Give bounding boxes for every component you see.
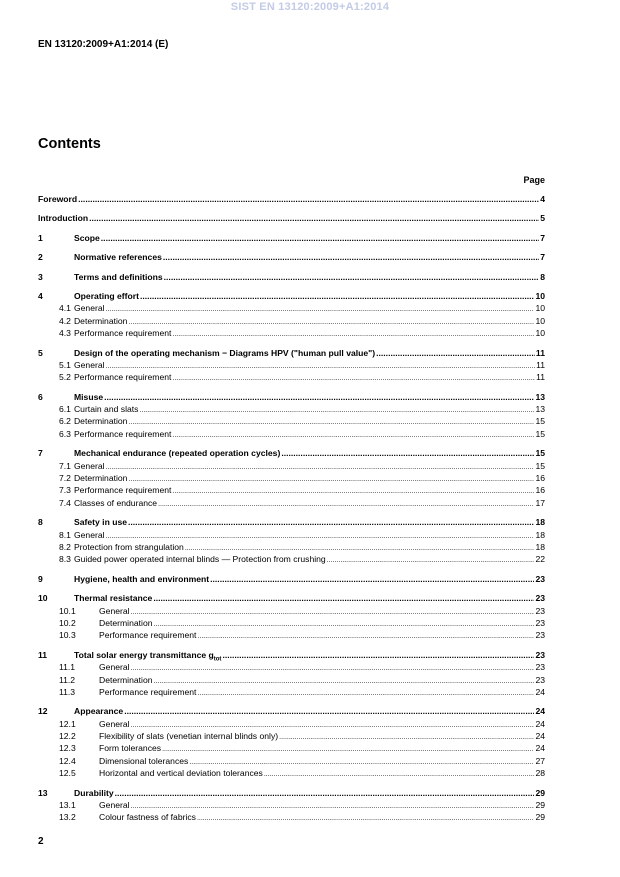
toc-entry-title-text: Durability [74, 787, 114, 798]
toc-subentry-number: 12.1 [59, 718, 76, 729]
toc-entry-title [74, 649, 221, 661]
dot-leader [197, 629, 534, 641]
toc-subentry[interactable] [38, 359, 545, 371]
toc-subentry-title: Horizontal and vertical deviation tolerances [99, 768, 263, 779]
toc-subentry[interactable] [38, 661, 545, 673]
toc-subentry-page: 16 [535, 473, 545, 484]
toc-subentry[interactable] [38, 460, 545, 472]
toc-subentry-number: 8.3 [59, 554, 71, 565]
toc-subentry-number: 7.1 [59, 460, 71, 471]
dot-leader [139, 403, 534, 415]
toc-subentry-page: 15 [535, 416, 545, 427]
toc-entry-title [74, 573, 209, 585]
toc-subentry-number: 12.4 [59, 755, 76, 766]
toc-subentry-title: Guided power operated internal blinds — Protection from crushing [73, 554, 326, 565]
toc-subentry[interactable] [38, 605, 545, 617]
toc-subentry-title: Determination [73, 315, 128, 326]
toc-subentry[interactable] [38, 617, 545, 629]
toc-entry-page: 29 [535, 787, 545, 798]
toc-subentry-number: 11.3 [59, 686, 76, 697]
toc-subentry[interactable] [38, 629, 545, 641]
toc-entry-title-text: Introduction [38, 213, 89, 224]
toc-subentry-page: 18 [535, 529, 545, 540]
toc-entry-title [38, 212, 88, 224]
toc-entry-number: 11 [38, 649, 48, 660]
dot-leader [131, 661, 535, 673]
toc-subentry-number: 8.2 [59, 541, 71, 552]
toc-subentry-number: 6.2 [59, 416, 71, 427]
toc-entry[interactable] [38, 516, 545, 528]
toc-entry-number: 3 [38, 271, 43, 282]
toc-section [38, 447, 545, 509]
toc-subentry[interactable] [38, 403, 545, 415]
toc-entry[interactable] [38, 271, 545, 283]
toc-entry[interactable] [38, 251, 545, 263]
toc-entry-page: 23 [535, 649, 545, 660]
dot-leader [164, 271, 540, 283]
toc-subentry-number: 12.5 [59, 768, 76, 779]
toc-section [38, 212, 545, 224]
toc-subentry[interactable] [38, 428, 545, 440]
toc-section [38, 193, 545, 205]
toc-subentry-page: 23 [535, 662, 545, 673]
toc-subentry[interactable] [38, 302, 545, 314]
toc-subentry-page: 10 [535, 303, 545, 314]
toc-entry-page: 18 [535, 517, 545, 528]
toc-entry-title [74, 516, 127, 528]
toc-subentry-number: 13.2 [59, 812, 76, 823]
toc-entry[interactable] [38, 573, 545, 585]
toc-subentry-title: General [73, 359, 105, 370]
dot-leader [189, 755, 534, 767]
dot-leader [106, 529, 535, 541]
toc-entry-page: 7 [540, 252, 545, 263]
dot-leader [115, 787, 535, 799]
dot-leader [172, 371, 535, 383]
toc-subentry-number: 10.2 [59, 617, 76, 628]
toc-subentry-title: Curtain and slats [73, 404, 139, 415]
toc-entry-page: 23 [535, 593, 545, 604]
dot-leader [327, 553, 535, 565]
toc-subentry-page: 15 [535, 460, 545, 471]
dot-leader [172, 484, 534, 496]
toc-subentry-page: 10 [535, 315, 545, 326]
dot-leader [128, 315, 534, 327]
table-of-contents [38, 193, 545, 831]
dot-leader [210, 573, 534, 585]
toc-entry-page: 7 [540, 232, 545, 243]
toc-entry-title [74, 787, 114, 799]
toc-section [38, 649, 545, 699]
toc-section [38, 391, 545, 441]
toc-subentry-page: 15 [535, 428, 545, 439]
toc-subentry-title: Determination [99, 617, 153, 628]
toc-subentry-page: 23 [535, 617, 545, 628]
dot-leader [131, 799, 535, 811]
toc-entry[interactable] [38, 212, 545, 224]
dot-leader [106, 359, 536, 371]
toc-subentry[interactable] [38, 742, 545, 754]
toc-entry-number: 4 [38, 290, 43, 301]
toc-subentry[interactable] [38, 718, 545, 730]
dot-leader [162, 742, 534, 754]
toc-entry-number: 2 [38, 252, 43, 263]
toc-subentry-page: 24 [535, 718, 545, 729]
toc-subentry-number: 12.3 [59, 743, 76, 754]
toc-subentry[interactable] [38, 472, 545, 484]
watermark: SIST EN 13120:2009+A1:2014 [230, 1, 390, 13]
toc-entry-page: 4 [540, 194, 545, 204]
toc-entry[interactable] [38, 290, 545, 302]
toc-entry-number: 6 [38, 391, 43, 402]
toc-subentry-number: 12.2 [59, 731, 76, 742]
toc-section [38, 705, 545, 779]
toc-entry-title [74, 447, 280, 459]
toc-entry-number: 1 [38, 232, 43, 243]
toc-subentry[interactable] [38, 327, 545, 339]
toc-subentry-number: 5.2 [59, 372, 71, 383]
toc-subentry-page: 29 [535, 800, 545, 811]
toc-subentry[interactable] [38, 315, 545, 327]
toc-subentry-page: 23 [535, 674, 545, 685]
dot-leader [128, 472, 534, 484]
toc-subentry[interactable] [38, 529, 545, 541]
page-column-label: Page [523, 175, 545, 185]
toc-entry[interactable] [38, 391, 545, 403]
toc-entry-number: 5 [38, 347, 43, 358]
toc-subentry-title: Performance requirement [99, 686, 197, 697]
toc-subentry-page: 24 [535, 731, 545, 742]
toc-subentry-page: 23 [535, 605, 545, 616]
toc-subentry-title: Protection from strangulation [73, 541, 184, 552]
dot-leader [154, 617, 535, 629]
toc-subentry-title: General [99, 605, 130, 616]
toc-entry-title [74, 592, 152, 604]
toc-entry-title-text: Safety in use [74, 517, 128, 528]
toc-entry[interactable] [38, 347, 545, 359]
toc-subentry-number: 6.1 [59, 404, 71, 415]
toc-subentry-title: Form tolerances [99, 743, 162, 754]
dot-leader [222, 649, 534, 661]
toc-subentry-number: 7.2 [59, 473, 71, 484]
toc-subentry-title: General [73, 529, 105, 540]
toc-section [38, 232, 545, 244]
toc-entry-page: 10 [535, 290, 545, 301]
toc-subentry[interactable] [38, 674, 545, 686]
toc-entry-title-text: Scope [74, 232, 100, 243]
dot-leader [153, 592, 534, 604]
toc-entry-title [74, 290, 139, 302]
toc-entry-title-text: Operating effort [74, 290, 139, 301]
toc-subentry-title: Flexibility of slats (venetian internal blinds only) [99, 731, 279, 742]
toc-subentry-title: Determination [73, 473, 128, 484]
toc-entry-number: 13 [38, 787, 48, 798]
dot-leader [163, 251, 539, 263]
toc-entry-title-text: Total solar energy transmittance g [74, 649, 214, 660]
dot-leader [172, 327, 534, 339]
toc-entry-title-text: Appearance [74, 706, 124, 717]
page-number: 2 [38, 836, 44, 847]
dot-leader [281, 447, 534, 459]
toc-section [38, 592, 545, 642]
toc-entry-title [74, 251, 162, 263]
toc-section [38, 271, 545, 283]
toc-subentry[interactable] [38, 811, 545, 823]
toc-subentry-page: 11 [536, 359, 545, 370]
toc-subentry-number: 4.3 [59, 328, 71, 339]
dot-leader [172, 428, 534, 440]
toc-section [38, 251, 545, 263]
toc-subentry-title: Performance requirement [73, 328, 172, 339]
toc-entry-number: 9 [38, 573, 43, 584]
toc-subentry-number: 4.1 [59, 303, 71, 314]
toc-entry-title [74, 271, 163, 283]
dot-leader [106, 302, 535, 314]
toc-entry-page: 8 [540, 271, 545, 282]
dot-leader [89, 212, 539, 224]
dot-leader [154, 674, 535, 686]
toc-entry-title-subscript: tot [213, 656, 222, 662]
toc-entry-page: 23 [535, 573, 545, 584]
toc-subentry-number: 7.4 [59, 497, 71, 508]
dot-leader [124, 705, 534, 717]
toc-entry-title-text: Design of the operating mechanism − Diagrams HPV ("human pull value") [74, 347, 376, 358]
dot-leader [197, 686, 534, 698]
toc-entry-title-text: Misuse [74, 391, 104, 402]
toc-section [38, 516, 545, 566]
dot-leader [264, 767, 535, 779]
toc-entry[interactable] [38, 232, 545, 244]
toc-subentry[interactable] [38, 541, 545, 553]
toc-subentry-page: 18 [535, 541, 545, 552]
toc-entry-title-text: Terms and definitions [74, 271, 163, 282]
toc-entry-page: 11 [535, 347, 545, 358]
toc-subentry-number: 8.1 [59, 529, 71, 540]
toc-subentry[interactable] [38, 755, 545, 767]
toc-subentry-page: 29 [535, 812, 545, 823]
toc-subentry[interactable] [38, 553, 545, 565]
toc-entry-number: 12 [38, 706, 48, 717]
toc-subentry-number: 10.1 [59, 605, 76, 616]
dot-leader [128, 516, 534, 528]
toc-subentry[interactable] [38, 371, 545, 383]
toc-subentry-title: General [73, 460, 105, 471]
toc-section [38, 290, 545, 340]
toc-entry-title-text: Foreword [38, 194, 78, 204]
dot-leader [376, 347, 535, 359]
toc-entry[interactable] [38, 193, 545, 205]
toc-subentry-page: 17 [535, 497, 545, 508]
toc-section [38, 347, 545, 384]
toc-entry-title [74, 347, 375, 359]
toc-entry-number: 10 [38, 593, 48, 604]
toc-entry[interactable] [38, 649, 545, 661]
toc-subentry-number: 7.3 [59, 485, 71, 496]
toc-subentry[interactable] [38, 686, 545, 698]
toc-entry-title-text: Thermal resistance [74, 593, 153, 604]
toc-subentry-page: 24 [535, 686, 545, 697]
toc-subentry[interactable] [38, 497, 545, 509]
toc-entry[interactable] [38, 787, 545, 799]
toc-subentry-number: 13.1 [59, 800, 76, 811]
toc-subentry-title: General [99, 800, 130, 811]
toc-subentry-title: General [99, 718, 130, 729]
toc-subentry-title: Performance requirement [73, 372, 172, 383]
toc-entry[interactable] [38, 592, 545, 604]
toc-subentry-number: 6.3 [59, 428, 71, 439]
dot-leader [131, 718, 535, 730]
toc-subentry-page: 23 [535, 630, 545, 641]
dot-leader [128, 415, 534, 427]
toc-subentry-page: 13 [535, 404, 545, 415]
toc-entry-title [74, 232, 100, 244]
toc-entry-page: 24 [535, 706, 545, 717]
contents-title: Contents [38, 136, 101, 152]
toc-subentry[interactable] [38, 767, 545, 779]
toc-subentry-page: 22 [535, 554, 545, 565]
toc-subentry-title: Performance requirement [73, 428, 172, 439]
toc-entry-title-text: Mechanical endurance (repeated operation cycles) [74, 448, 281, 459]
toc-subentry[interactable] [38, 799, 545, 811]
dot-leader [106, 460, 535, 472]
dot-leader [104, 391, 534, 403]
toc-subentry-title: Performance requirement [73, 485, 172, 496]
toc-subentry[interactable] [38, 730, 545, 742]
toc-subentry-title: Determination [73, 416, 128, 427]
toc-subentry-number: 10.3 [59, 630, 76, 641]
toc-subentry-page: 10 [535, 328, 545, 339]
toc-subentry-page: 24 [535, 743, 545, 754]
toc-entry[interactable] [38, 705, 545, 717]
toc-subentry[interactable] [38, 415, 545, 427]
dot-leader [140, 290, 535, 302]
toc-subentry-title: Dimensional tolerances [99, 755, 189, 766]
toc-subentry-title: Determination [99, 674, 153, 685]
toc-entry-page: 15 [535, 448, 545, 459]
toc-subentry-page: 27 [535, 755, 545, 766]
dot-leader [185, 541, 535, 553]
toc-section [38, 787, 545, 824]
toc-subentry-title: Performance requirement [99, 630, 197, 641]
toc-entry[interactable] [38, 447, 545, 459]
dot-leader [197, 811, 534, 823]
dot-leader [131, 605, 535, 617]
dot-leader [78, 193, 539, 205]
toc-subentry-title: General [99, 662, 130, 673]
toc-entry-number: 7 [38, 448, 43, 459]
toc-subentry-number: 4.2 [59, 315, 71, 326]
toc-subentry-number: 11.1 [59, 662, 76, 673]
dot-leader [279, 730, 534, 742]
toc-entry-title-text: Normative references [74, 252, 162, 263]
toc-entry-number: 8 [38, 517, 43, 528]
toc-entry-title [74, 391, 103, 403]
document-id-header: EN 13120:2009+A1:2014 (E) [38, 39, 169, 50]
toc-subentry-number: 5.1 [59, 359, 71, 370]
toc-entry-page: 13 [535, 391, 545, 402]
toc-entry-title-text: Hygiene, health and environment [74, 573, 210, 584]
toc-subentry-title: General [73, 303, 105, 314]
toc-subentry-number: 11.2 [59, 674, 76, 685]
toc-subentry-page: 28 [535, 768, 545, 779]
toc-entry-title [74, 705, 123, 717]
dot-leader [101, 232, 539, 244]
toc-section [38, 573, 545, 585]
toc-subentry-title: Classes of endurance [73, 497, 158, 508]
toc-subentry-title: Colour fastness of fabrics [99, 812, 196, 823]
toc-subentry-page: 16 [535, 485, 545, 496]
toc-subentry[interactable] [38, 484, 545, 496]
toc-entry-page: 5 [540, 213, 545, 224]
toc-entry-title [38, 193, 77, 205]
toc-subentry-page: 11 [536, 372, 545, 383]
dot-leader [158, 497, 534, 509]
